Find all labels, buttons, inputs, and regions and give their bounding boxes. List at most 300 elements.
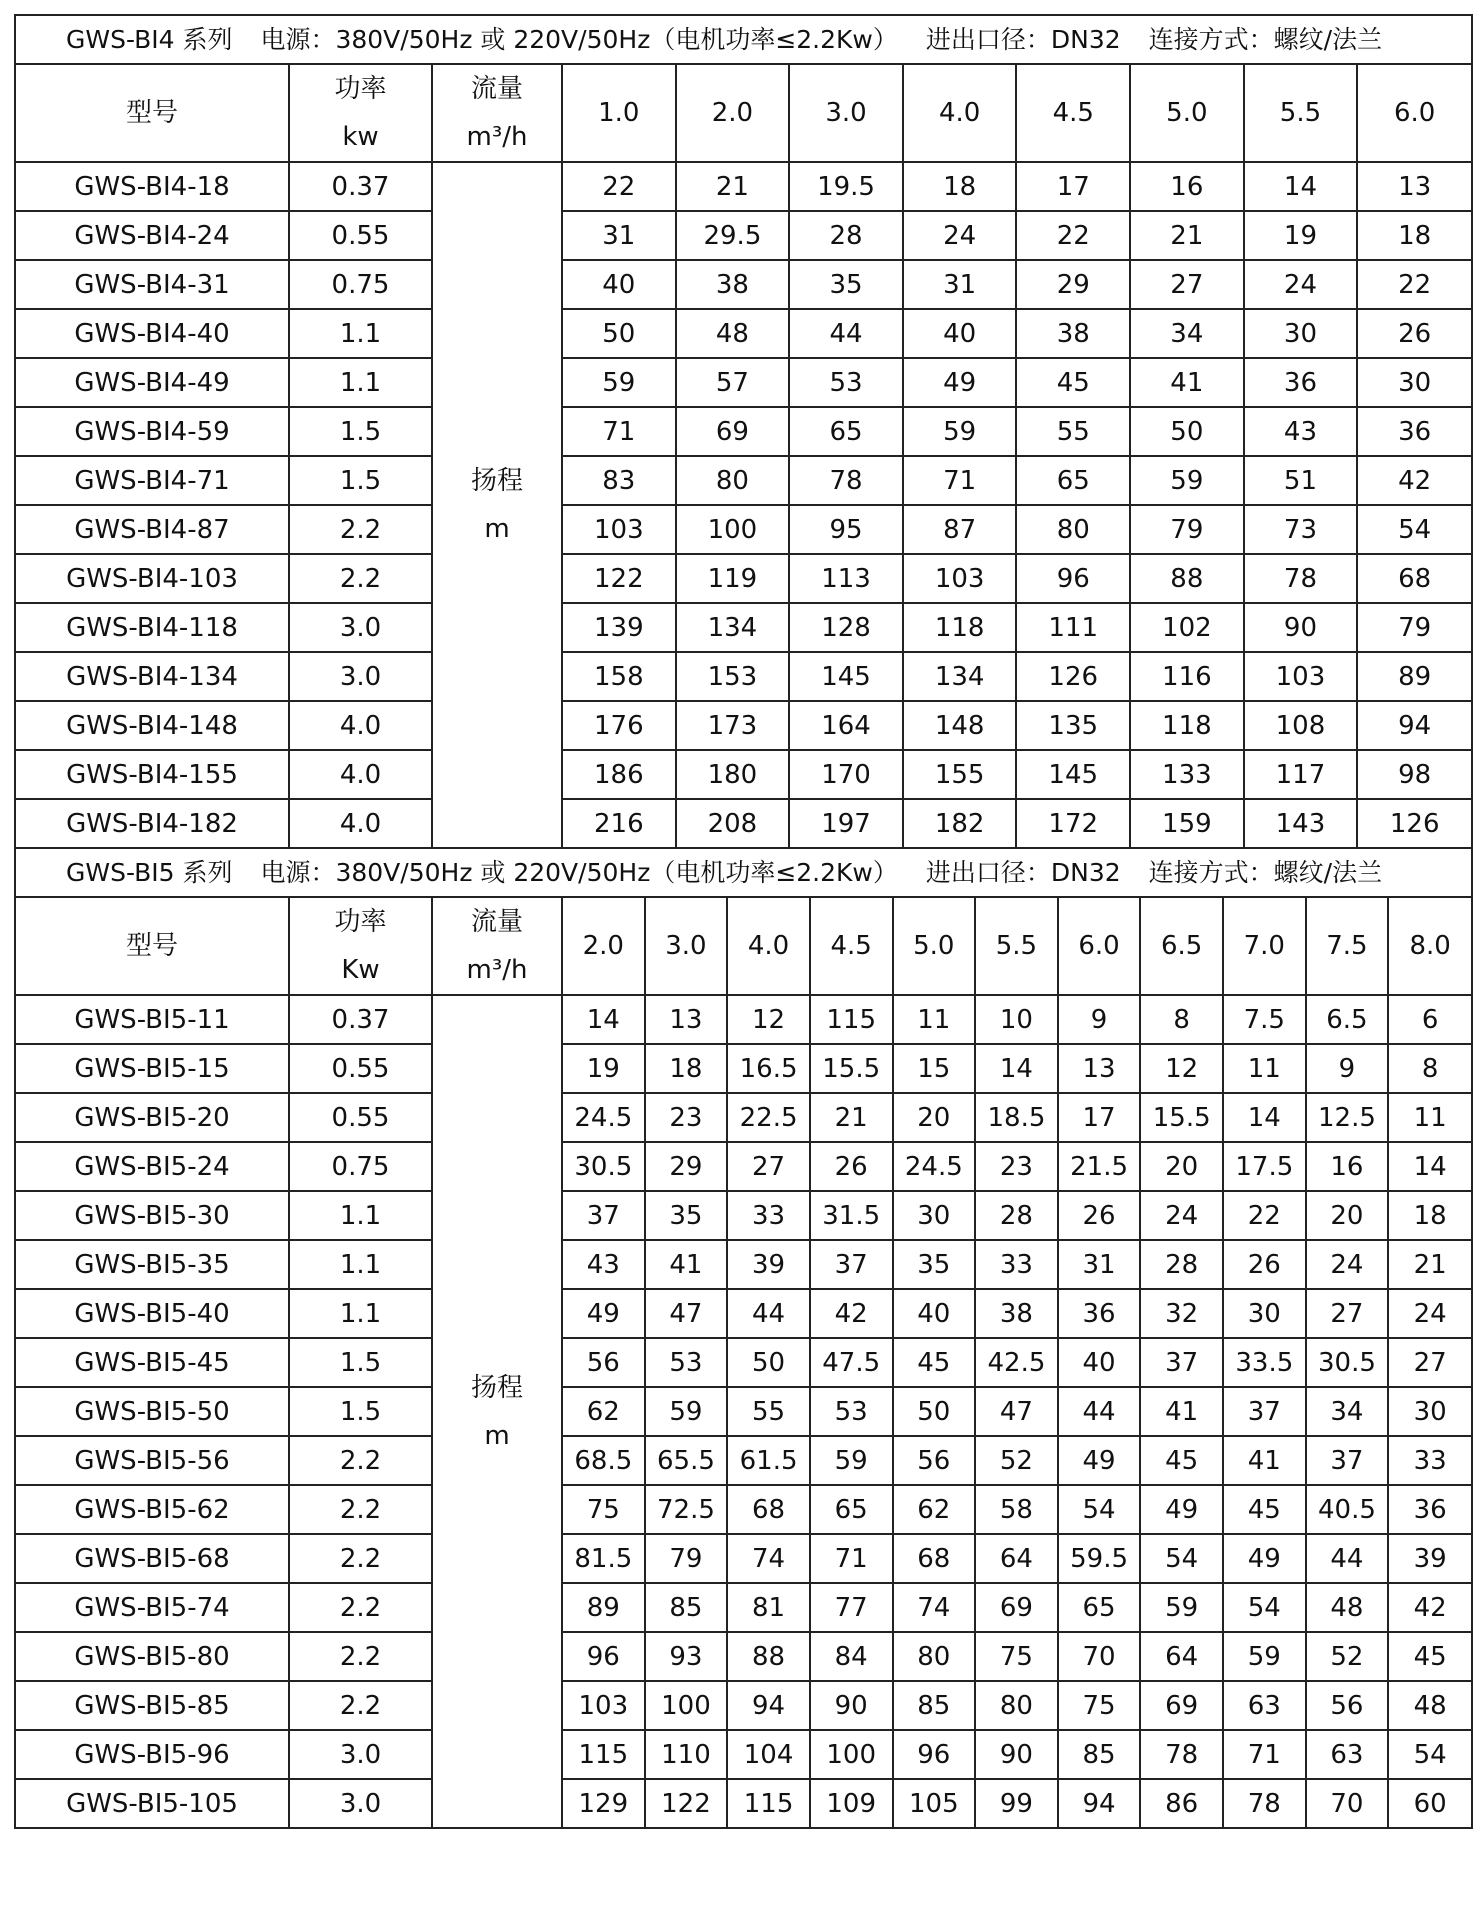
head-value-cell: 78 — [1223, 1779, 1306, 1828]
head-value-cell: 81 — [727, 1583, 810, 1632]
head-value-cell: 180 — [676, 750, 790, 799]
head-value-cell: 59 — [1130, 456, 1244, 505]
head-value-cell: 155 — [903, 750, 1017, 799]
power-cell: 0.55 — [289, 1044, 432, 1093]
head-value-cell: 14 — [1223, 1093, 1306, 1142]
table-row — [15, 1681, 1472, 1730]
head-value-cell: 31.5 — [810, 1191, 893, 1240]
flow-header-label: 流量 — [470, 74, 523, 104]
head-value-cell: 79 — [1357, 603, 1472, 652]
head-value-cell: 128 — [789, 603, 903, 652]
head-value-cell: 18.5 — [975, 1093, 1058, 1142]
model-header: 型号 — [15, 64, 289, 162]
table-row — [15, 260, 1472, 309]
head-value-cell: 20 — [893, 1093, 976, 1142]
power-cell: 1.1 — [289, 358, 432, 407]
head-value-cell: 64 — [1140, 1632, 1223, 1681]
head-value-cell: 54 — [1357, 505, 1472, 554]
head-value-cell: 80 — [1016, 505, 1130, 554]
head-value-cell: 51 — [1244, 456, 1358, 505]
head-value-cell: 30.5 — [1306, 1338, 1389, 1387]
head-unit: m — [484, 514, 510, 544]
head-value-cell: 173 — [676, 701, 790, 750]
power-cell: 1.5 — [289, 1387, 432, 1436]
head-value-cell: 98 — [1357, 750, 1472, 799]
head-value-cell: 96 — [893, 1730, 976, 1779]
table-row — [15, 1730, 1472, 1779]
head-value-cell: 30.5 — [562, 1142, 645, 1191]
head-value-cell: 216 — [562, 799, 676, 848]
head-value-cell: 70 — [1306, 1779, 1389, 1828]
head-value-cell: 31 — [1058, 1240, 1141, 1289]
model-cell: GWS-BI4-40 — [15, 309, 289, 358]
table-row — [15, 554, 1472, 603]
head-value-cell: 30 — [893, 1191, 976, 1240]
head-value-cell: 48 — [1306, 1583, 1389, 1632]
table-row — [15, 995, 1472, 1044]
table1-title — [15, 15, 1472, 64]
head-value-cell: 35 — [645, 1191, 728, 1240]
head-value-cell: 135 — [1016, 701, 1130, 750]
table-row — [15, 1485, 1472, 1534]
table-row — [15, 1044, 1472, 1093]
head-value-cell: 105 — [893, 1779, 976, 1828]
series-title-part: 进出口径：DN32 — [925, 858, 1121, 887]
head-value-cell: 21 — [676, 162, 790, 211]
flow-value-header: 5.5 — [975, 897, 1058, 995]
power-header — [289, 64, 432, 162]
head-value-cell: 41 — [1223, 1436, 1306, 1485]
head-value-cell: 60 — [1388, 1779, 1472, 1828]
series-title-part: GWS-BI4 系列 — [66, 25, 233, 54]
flow-value-header: 7.0 — [1223, 897, 1306, 995]
head-value-cell: 26 — [1058, 1191, 1141, 1240]
power-header-unit: kw — [342, 122, 379, 152]
model-cell: GWS-BI5-105 — [15, 1779, 289, 1828]
head-value-cell: 13 — [1357, 162, 1472, 211]
head-value-cell: 86 — [1140, 1779, 1223, 1828]
model-cell: GWS-BI4-24 — [15, 211, 289, 260]
model-cell: GWS-BI4-182 — [15, 799, 289, 848]
table-row — [15, 505, 1472, 554]
table-row — [15, 603, 1472, 652]
head-value-cell: 12.5 — [1306, 1093, 1389, 1142]
table-row — [15, 456, 1472, 505]
power-cell: 0.55 — [289, 1093, 432, 1142]
head-value-cell: 15.5 — [1140, 1093, 1223, 1142]
power-cell: 3.0 — [289, 1730, 432, 1779]
head-value-cell: 26 — [810, 1142, 893, 1191]
head-value-cell: 6 — [1388, 995, 1472, 1044]
head-value-cell: 20 — [1306, 1191, 1389, 1240]
power-cell: 0.55 — [289, 211, 432, 260]
head-value-cell: 122 — [645, 1779, 728, 1828]
table-row — [15, 1142, 1472, 1191]
head-value-cell: 153 — [676, 652, 790, 701]
head-value-cell: 118 — [1130, 701, 1244, 750]
head-value-cell: 30 — [1357, 358, 1472, 407]
head-value-cell: 159 — [1130, 799, 1244, 848]
head-value-cell: 122 — [562, 554, 676, 603]
table-row — [15, 1387, 1472, 1436]
head-value-cell: 18 — [1357, 211, 1472, 260]
head-value-cell: 55 — [1016, 407, 1130, 456]
head-unit: m — [484, 1420, 510, 1451]
head-value-cell: 27 — [1306, 1289, 1389, 1338]
head-value-cell: 17 — [1058, 1093, 1141, 1142]
table-row — [15, 701, 1472, 750]
head-value-cell: 20 — [1140, 1142, 1223, 1191]
head-value-cell: 42.5 — [975, 1338, 1058, 1387]
head-value-cell: 6.5 — [1306, 995, 1389, 1044]
head-value-cell: 29 — [645, 1142, 728, 1191]
head-value-cell: 30 — [1244, 309, 1358, 358]
head-value-cell: 21 — [1130, 211, 1244, 260]
head-value-cell: 41 — [1140, 1387, 1223, 1436]
table-row — [15, 799, 1472, 848]
head-value-cell: 38 — [1016, 309, 1130, 358]
head-value-cell: 36 — [1357, 407, 1472, 456]
head-value-cell: 28 — [1140, 1240, 1223, 1289]
head-value-cell: 68 — [1357, 554, 1472, 603]
head-value-cell: 44 — [789, 309, 903, 358]
head-value-cell: 33.5 — [1223, 1338, 1306, 1387]
head-value-cell: 68 — [893, 1534, 976, 1583]
table-row — [15, 162, 1472, 211]
head-value-cell: 24 — [1244, 260, 1358, 309]
flow-header-label: 流量 — [470, 907, 523, 937]
head-value-cell: 100 — [645, 1681, 728, 1730]
head-value-cell: 73 — [1244, 505, 1358, 554]
head-value-cell: 21 — [810, 1093, 893, 1142]
power-cell: 2.2 — [289, 1485, 432, 1534]
head-value-cell: 50 — [727, 1338, 810, 1387]
model-cell: GWS-BI4-49 — [15, 358, 289, 407]
table-row — [15, 1240, 1472, 1289]
head-value-cell: 65 — [810, 1485, 893, 1534]
head-value-cell: 115 — [810, 995, 893, 1044]
model-cell: GWS-BI4-103 — [15, 554, 289, 603]
head-value-cell: 45 — [1388, 1632, 1472, 1681]
head-value-cell: 53 — [789, 358, 903, 407]
head-value-cell: 34 — [1130, 309, 1244, 358]
head-value-cell: 18 — [1388, 1191, 1472, 1240]
table-row — [15, 1093, 1472, 1142]
head-value-cell: 81.5 — [562, 1534, 645, 1583]
head-value-cell: 77 — [810, 1583, 893, 1632]
head-value-cell: 11 — [1223, 1044, 1306, 1093]
head-value-cell: 75 — [562, 1485, 645, 1534]
head-value-cell: 139 — [562, 603, 676, 652]
table2-header-row — [15, 897, 1472, 995]
head-value-cell: 36 — [1058, 1289, 1141, 1338]
head-value-cell: 49 — [903, 358, 1017, 407]
head-value-cell: 96 — [1016, 554, 1130, 603]
flow-value-header: 4.5 — [1016, 64, 1130, 162]
head-value-cell: 22 — [1357, 260, 1472, 309]
power-cell: 4.0 — [289, 701, 432, 750]
model-cell: GWS-BI4-71 — [15, 456, 289, 505]
model-cell: GWS-BI5-15 — [15, 1044, 289, 1093]
head-value-cell: 22 — [1016, 211, 1130, 260]
head-value-cell: 71 — [903, 456, 1017, 505]
model-cell: GWS-BI4-134 — [15, 652, 289, 701]
head-value-cell: 14 — [1388, 1142, 1472, 1191]
model-cell: GWS-BI5-30 — [15, 1191, 289, 1240]
head-value-cell: 58 — [975, 1485, 1058, 1534]
power-cell: 2.2 — [289, 1534, 432, 1583]
head-value-cell: 21 — [1388, 1240, 1472, 1289]
head-value-cell: 40 — [903, 309, 1017, 358]
head-value-cell: 49 — [562, 1289, 645, 1338]
head-value-cell: 59 — [562, 358, 676, 407]
head-value-cell: 90 — [1244, 603, 1358, 652]
table-row — [15, 1436, 1472, 1485]
model-cell: GWS-BI4-87 — [15, 505, 289, 554]
head-value-cell: 78 — [1244, 554, 1358, 603]
model-cell: GWS-BI5-96 — [15, 1730, 289, 1779]
head-value-cell: 56 — [1306, 1681, 1389, 1730]
head-value-cell: 41 — [645, 1240, 728, 1289]
power-cell: 0.37 — [289, 995, 432, 1044]
head-value-cell: 14 — [975, 1044, 1058, 1093]
head-label-cell — [432, 995, 562, 1828]
head-value-cell: 49 — [1140, 1485, 1223, 1534]
head-value-cell: 134 — [676, 603, 790, 652]
flow-value-header: 3.0 — [789, 64, 903, 162]
model-cell: GWS-BI5-40 — [15, 1289, 289, 1338]
head-value-cell: 64 — [975, 1534, 1058, 1583]
head-value-cell: 93 — [645, 1632, 728, 1681]
power-cell: 1.1 — [289, 1289, 432, 1338]
power-cell: 4.0 — [289, 799, 432, 848]
head-value-cell: 94 — [1357, 701, 1472, 750]
head-value-cell: 22 — [1223, 1191, 1306, 1240]
head-value-cell: 56 — [562, 1338, 645, 1387]
power-header — [289, 897, 432, 995]
flow-value-header: 5.0 — [893, 897, 976, 995]
model-cell: GWS-BI5-74 — [15, 1583, 289, 1632]
head-value-cell: 63 — [1306, 1730, 1389, 1779]
model-cell: GWS-BI5-62 — [15, 1485, 289, 1534]
head-value-cell: 102 — [1130, 603, 1244, 652]
head-value-cell: 48 — [676, 309, 790, 358]
table-row — [15, 211, 1472, 260]
flow-header — [432, 897, 562, 995]
head-value-cell: 85 — [645, 1583, 728, 1632]
head-value-cell: 115 — [562, 1730, 645, 1779]
power-cell: 3.0 — [289, 652, 432, 701]
head-value-cell: 103 — [562, 505, 676, 554]
head-value-cell: 79 — [1130, 505, 1244, 554]
head-value-cell: 17 — [1016, 162, 1130, 211]
table-row — [15, 750, 1472, 799]
head-value-cell: 71 — [562, 407, 676, 456]
head-value-cell: 79 — [645, 1534, 728, 1583]
head-value-cell: 148 — [903, 701, 1017, 750]
series-title-part: 连接方式：螺纹/法兰 — [1148, 25, 1383, 54]
model-cell: GWS-BI5-11 — [15, 995, 289, 1044]
head-label: 扬程 — [470, 466, 523, 496]
head-value-cell: 35 — [789, 260, 903, 309]
head-value-cell: 44 — [727, 1289, 810, 1338]
table-row — [15, 1534, 1472, 1583]
head-value-cell: 8 — [1388, 1044, 1472, 1093]
model-cell: GWS-BI5-20 — [15, 1093, 289, 1142]
head-value-cell: 19.5 — [789, 162, 903, 211]
head-value-cell: 12 — [1140, 1044, 1223, 1093]
head-value-cell: 59 — [645, 1387, 728, 1436]
head-value-cell: 69 — [676, 407, 790, 456]
head-value-cell: 88 — [727, 1632, 810, 1681]
head-value-cell: 78 — [1140, 1730, 1223, 1779]
head-value-cell: 11 — [893, 995, 976, 1044]
flow-value-header: 3.0 — [645, 897, 728, 995]
head-value-cell: 116 — [1130, 652, 1244, 701]
head-value-cell: 33 — [727, 1191, 810, 1240]
head-value-cell: 50 — [1130, 407, 1244, 456]
head-value-cell: 119 — [676, 554, 790, 603]
head-value-cell: 36 — [1388, 1485, 1472, 1534]
head-value-cell: 24.5 — [562, 1093, 645, 1142]
head-value-cell: 37 — [1306, 1436, 1389, 1485]
power-cell: 1.1 — [289, 1191, 432, 1240]
table-row — [15, 407, 1472, 456]
power-cell: 1.5 — [289, 456, 432, 505]
head-value-cell: 24.5 — [893, 1142, 976, 1191]
head-value-cell: 65 — [1016, 456, 1130, 505]
head-value-cell: 56 — [893, 1436, 976, 1485]
head-value-cell: 47 — [645, 1289, 728, 1338]
power-cell: 2.2 — [289, 554, 432, 603]
head-value-cell: 75 — [1058, 1681, 1141, 1730]
head-value-cell: 14 — [562, 995, 645, 1044]
head-value-cell: 100 — [676, 505, 790, 554]
head-value-cell: 103 — [1244, 652, 1358, 701]
head-value-cell: 8 — [1140, 995, 1223, 1044]
power-cell: 3.0 — [289, 1779, 432, 1828]
head-value-cell: 49 — [1223, 1534, 1306, 1583]
head-value-cell: 145 — [1016, 750, 1130, 799]
head-value-cell: 103 — [903, 554, 1017, 603]
head-value-cell: 15 — [893, 1044, 976, 1093]
head-value-cell: 74 — [727, 1534, 810, 1583]
head-value-cell: 129 — [562, 1779, 645, 1828]
head-value-cell: 27 — [727, 1142, 810, 1191]
head-value-cell: 80 — [893, 1632, 976, 1681]
head-value-cell: 59 — [1140, 1583, 1223, 1632]
head-value-cell: 84 — [810, 1632, 893, 1681]
head-value-cell: 118 — [903, 603, 1017, 652]
pump-spec-table — [14, 14, 1473, 1829]
head-value-cell: 27 — [1388, 1338, 1472, 1387]
model-cell: GWS-BI4-31 — [15, 260, 289, 309]
head-value-cell: 30 — [1388, 1387, 1472, 1436]
head-value-cell: 21.5 — [1058, 1142, 1141, 1191]
head-value-cell: 54 — [1388, 1730, 1472, 1779]
head-value-cell: 115 — [727, 1779, 810, 1828]
head-value-cell: 94 — [1058, 1779, 1141, 1828]
head-value-cell: 44 — [1058, 1387, 1141, 1436]
model-cell: GWS-BI5-24 — [15, 1142, 289, 1191]
head-value-cell: 27 — [1130, 260, 1244, 309]
table-row — [15, 1338, 1472, 1387]
head-value-cell: 126 — [1357, 799, 1472, 848]
head-value-cell: 95 — [789, 505, 903, 554]
head-value-cell: 68 — [727, 1485, 810, 1534]
head-value-cell: 47.5 — [810, 1338, 893, 1387]
head-value-cell: 182 — [903, 799, 1017, 848]
head-value-cell: 44 — [1306, 1534, 1389, 1583]
flow-header-unit: m³/h — [466, 122, 528, 152]
power-cell: 1.5 — [289, 407, 432, 456]
table-row — [15, 1191, 1472, 1240]
head-value-cell: 19 — [1244, 211, 1358, 260]
head-value-cell: 40 — [562, 260, 676, 309]
head-value-cell: 40.5 — [1306, 1485, 1389, 1534]
head-value-cell: 62 — [893, 1485, 976, 1534]
spec-sheet — [14, 14, 1470, 1829]
head-value-cell: 33 — [975, 1240, 1058, 1289]
head-value-cell: 87 — [903, 505, 1017, 554]
head-value-cell: 113 — [789, 554, 903, 603]
head-value-cell: 13 — [1058, 1044, 1141, 1093]
table-row — [15, 358, 1472, 407]
head-value-cell: 75 — [975, 1632, 1058, 1681]
head-value-cell: 22 — [562, 162, 676, 211]
head-value-cell: 31 — [903, 260, 1017, 309]
head-value-cell: 45 — [1223, 1485, 1306, 1534]
head-value-cell: 88 — [1130, 554, 1244, 603]
head-value-cell: 90 — [810, 1681, 893, 1730]
model-cell: GWS-BI4-118 — [15, 603, 289, 652]
head-value-cell: 7.5 — [1223, 995, 1306, 1044]
head-value-cell: 36 — [1244, 358, 1358, 407]
head-value-cell: 37 — [810, 1240, 893, 1289]
head-value-cell: 69 — [1140, 1681, 1223, 1730]
head-value-cell: 47 — [975, 1387, 1058, 1436]
power-cell: 2.2 — [289, 505, 432, 554]
head-value-cell: 37 — [1223, 1387, 1306, 1436]
head-value-cell: 59 — [1223, 1632, 1306, 1681]
model-header: 型号 — [15, 897, 289, 995]
model-cell: GWS-BI5-68 — [15, 1534, 289, 1583]
head-value-cell: 32 — [1140, 1289, 1223, 1338]
head-value-cell: 42 — [810, 1289, 893, 1338]
head-value-cell: 80 — [676, 456, 790, 505]
head-value-cell: 143 — [1244, 799, 1358, 848]
series-title-part: GWS-BI5 系列 — [66, 858, 233, 887]
flow-value-header: 5.0 — [1130, 64, 1244, 162]
head-value-cell: 40 — [1058, 1338, 1141, 1387]
head-value-cell: 52 — [975, 1436, 1058, 1485]
head-value-cell: 22.5 — [727, 1093, 810, 1142]
head-value-cell: 94 — [727, 1681, 810, 1730]
head-value-cell: 45 — [1016, 358, 1130, 407]
head-value-cell: 15.5 — [810, 1044, 893, 1093]
head-value-cell: 61.5 — [727, 1436, 810, 1485]
head-value-cell: 85 — [893, 1681, 976, 1730]
model-cell: GWS-BI5-80 — [15, 1632, 289, 1681]
head-value-cell: 10 — [975, 995, 1058, 1044]
head-value-cell: 109 — [810, 1779, 893, 1828]
model-cell: GWS-BI4-59 — [15, 407, 289, 456]
head-value-cell: 45 — [1140, 1436, 1223, 1485]
head-value-cell: 35 — [893, 1240, 976, 1289]
head-value-cell: 50 — [893, 1387, 976, 1436]
head-value-cell: 59 — [903, 407, 1017, 456]
head-value-cell: 53 — [645, 1338, 728, 1387]
